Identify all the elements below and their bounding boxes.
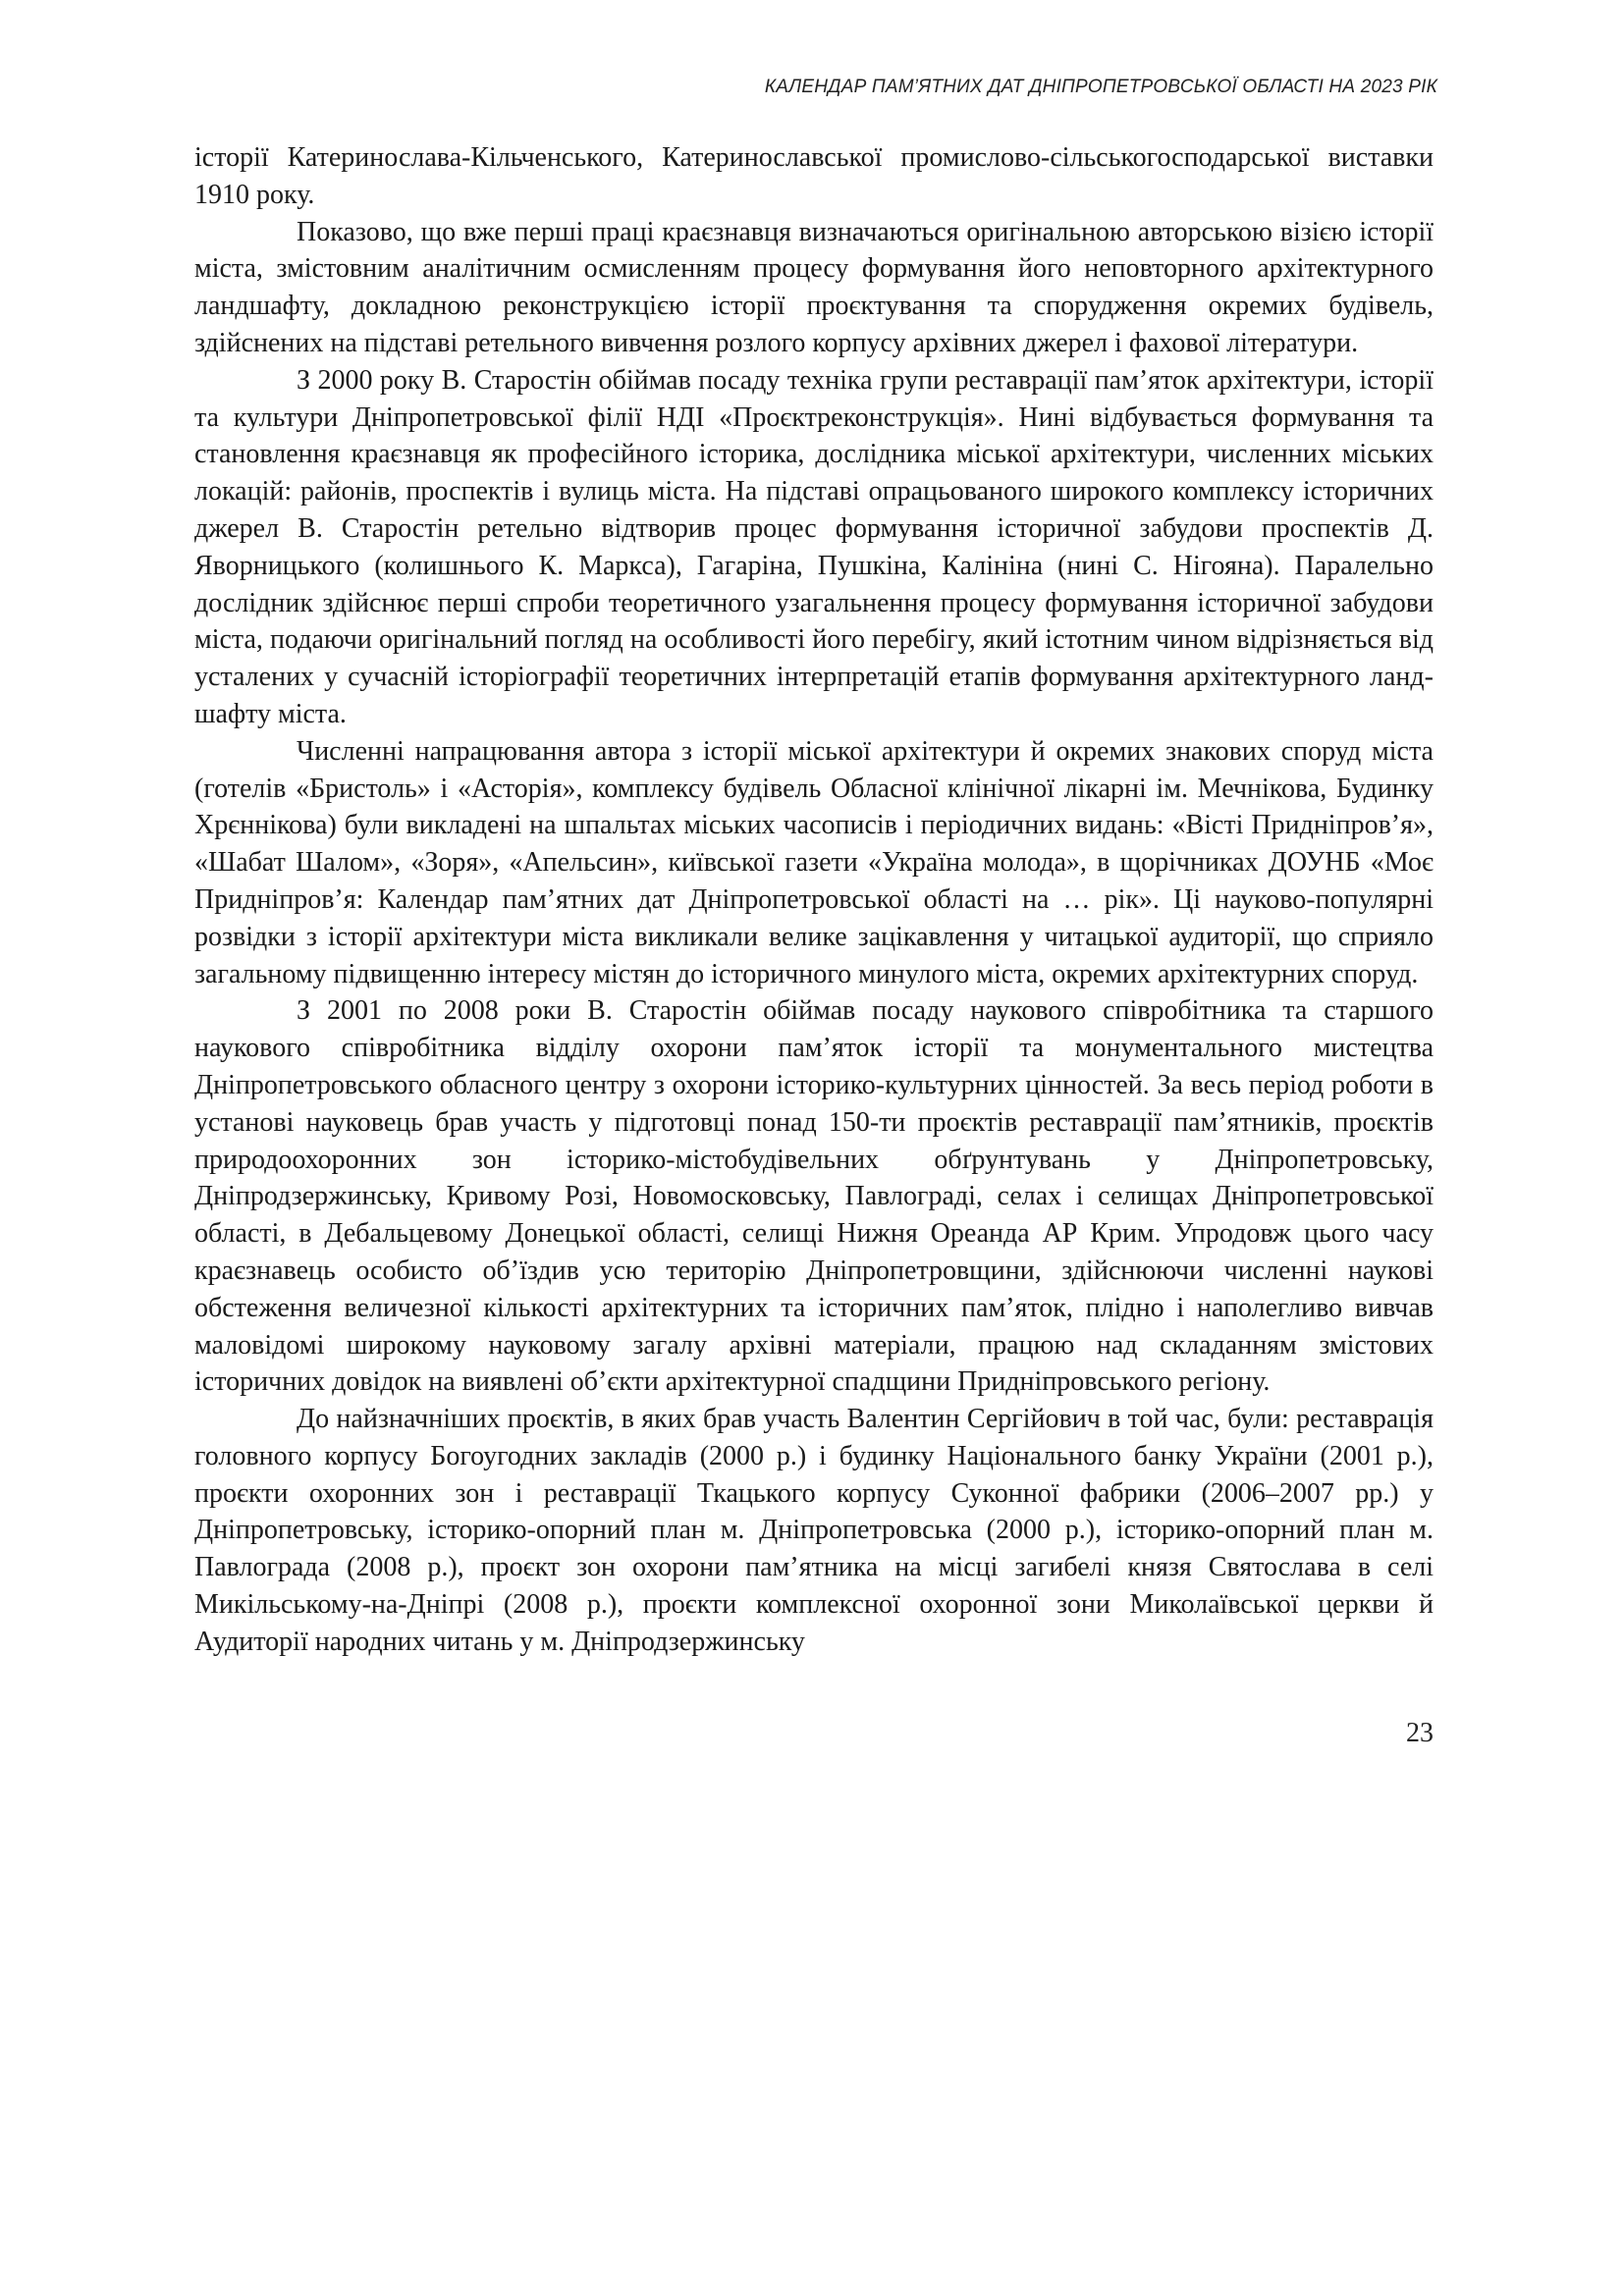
paragraph: Численні напрацювання автора з історії міської архітектури й окремих знакових споруд міста (готелів «Бристоль» і «Асторія», комплексу будівель Обласної клінічної лікарні ім. Мечнікова, Будинку Хрєннікова) були викладені на шпальтах міських часописів і періодичних видань: «Вісті Придніпров’я», «Шабат Шалом», «Зоря», «Апельсин», київської газети «Україна молода», в щорічниках ДОУНБ «Моє Придніпров’я: Календар пам’ятних дат Дніпропетровської області на … рік». Ці науково-популярні розвідки з історії архітектури міста викликали велике зацікавлення у читацької аудиторії, що сприяло загальному підвищенню інтересу містян до історичного минулого міста, окремих архітектурних споруд. — [194, 735, 1434, 989]
paragraph: З 2001 по 2008 роки В. Старостін обіймав посаду наукового співробітника та старшого наукового співробітника відділу охорони пам’яток історії та монументального мистецтва Дніпропетровського обласного центру з охорони історико-культурних цінностей. За весь період роботи в установі науковець брав участь у підготовці понад 150-ти проєктів реставрації пам’ятників, проєктів природоохоронних зон історико-містобудівельних обґрунтувань у Дніпропетровську, Дніпродзержинську, Кривому Розі, Новомосковську, Павлограді, селах і селищах Дніпропетровської області, в Дебальцевому Донецької області, селищі Нижня Ореанда АР Крим. Упродовж цього часу краєзнавець особисто об’їздив усю територію Дніпропетровщини, здійснюючи численні наукові обстеження величезної кількості архітектурних та історичних пам’яток, плідно і наполегливо вивчав маловідомі широкому науковому загалу архівні матеріали, працюю над складанням змістових історичних довідок на виявлені об’єкти архітектурної спадщини Придніпровського регіону. — [194, 995, 1434, 1398]
body-text — [194, 139, 1434, 1661]
paragraph-continuation: історії Катеринослава-Кільченського, Катеринославської промислово-сільськогосподарської виставки 1910 року. — [194, 142, 1434, 210]
running-header: КАЛЕНДАР ПАМ’ЯТНИХ ДАТ ДНІПРОПЕТРОВСЬКОЇ ОБЛАСТІ НА 2023 РІК — [764, 77, 1437, 97]
paragraph: Показово, що вже перші праці краєзнавця визначаються оригінальною авторською візією історії міста, змістовним аналітичним осмисленням процесу формування його неповторного архітектурного ландшафту, докладною реконструкцією історії проєктування та спорудження окремих будівель, здійснених на підставі ретельного вивчення розлого корпусу архівних джерел і фахової літератури. — [194, 216, 1434, 358]
paragraph: До найзначніших проєктів, в яких брав участь Валентин Сергійович в той час, були: реставрація головного корпусу Богоугодних закладів (2000 р.) і будинку Національного банку України (2001 р.), проєкти охоронних зон і реставрації Ткацького корпусу Суконної фабрики (2006–2007 рр.) у Дніпропетровську, історико-опорний план м. Дніпропетровська (2000 р.), історико-опорний план м. Павлограда (2008 р.), проєкт зон охорони пам’ятника на місці загибелі князя Святослава в селі Микільському-на-Дніпрі (2008 р.), проєкти комплексної охоронної зони Миколаївської церкви й Аудиторії народних читань у м. Дніпродзержинську — [194, 1404, 1434, 1657]
paragraph: З 2000 року В. Старостін обіймав посаду техніка групи реставрації пам’яток архітектури, історії та культури Дніпропетровської філії НДІ «Проєктреконструкція». Нині відбувається формування та становлення краєзнавця як професійного історика, дослідника міської архітектури, численних міських локацій: районів, проспектів і вулиць міста. На підставі опрацьованого широкого комплексу історичних джерел В. Старостін ретельно відтворив процес формування історичної забудови проспектів Д. Яворницького (колишнього К. Маркса), Гагаріна, Пушкіна, Калініна (нині С. Нігояна). Паралельно дослідник здійснює перші спроби теоретичного узагальнення процесу формування історичної забудови міста, подаючи оригінальний погляд на особливості його перебігу, який істотним чином відрізняється від усталених у сучасній історіографії теоретичних інтерпретацій етапів формування архітектурного ландшафту міста. — [194, 364, 1434, 729]
page-number: 23 — [1406, 1718, 1434, 1748]
